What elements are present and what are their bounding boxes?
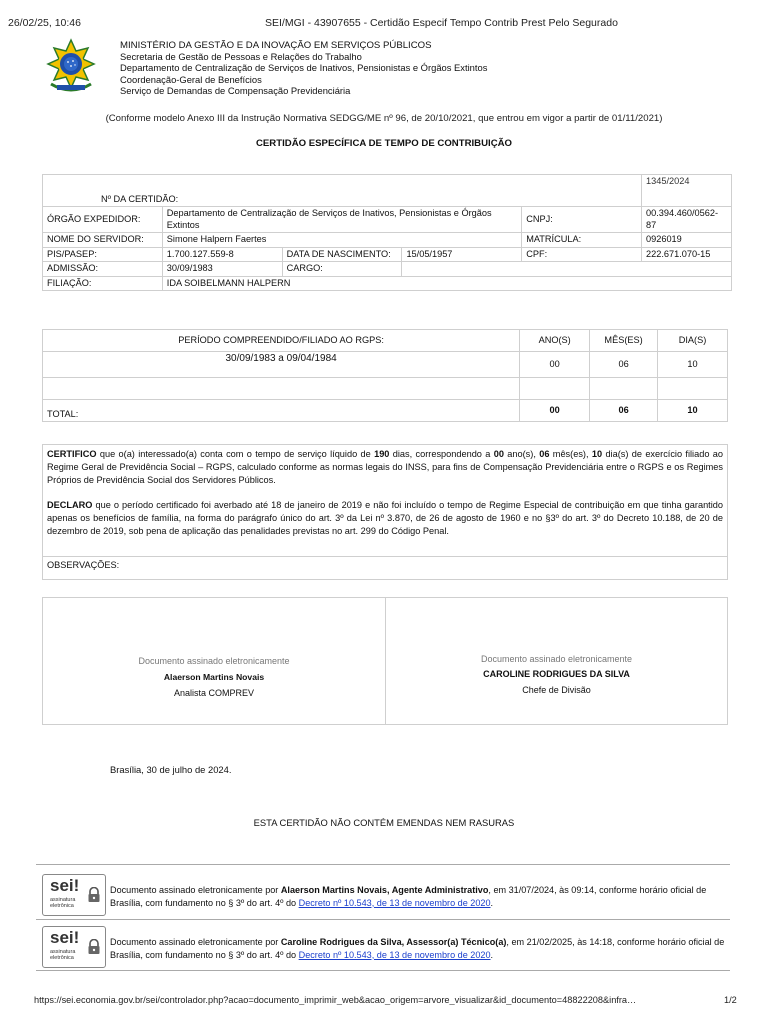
- table-row: [43, 378, 728, 400]
- certifico-keyword: CERTIFICO: [47, 449, 97, 459]
- sei-signature-seal: [42, 874, 106, 916]
- signer-role: Chefe de Divisão: [522, 685, 591, 695]
- esig-text: Documento assinado eletronicamente por: [110, 937, 281, 947]
- months-header: MÊS(ES): [590, 330, 658, 352]
- esig-signer: Caroline Rodrigues da Silva, Assessor(a) Técnico(a): [280, 937, 507, 947]
- total-months: 06: [590, 400, 658, 422]
- seal-sub: assinatura: [50, 897, 76, 903]
- certifico-text: que o(a) interessado(a) conta com o tempo de serviço líquido de: [96, 449, 375, 459]
- seal-sub: eletrônica: [50, 955, 74, 961]
- certification-statement-box: [42, 444, 728, 580]
- print-page-number: 1/2: [724, 995, 737, 1005]
- table-row: [43, 352, 728, 378]
- ministry-line: MINISTÉRIO DA GESTÃO E DA INOVAÇÃO EM SERVIÇOS PÚBLICOS: [120, 40, 432, 51]
- certifico-text: mês(es),: [549, 449, 592, 459]
- print-url: https://sei.economia.gov.br/sei/controlador.php?acao=documento_imprimir_web&acao_origem=arvore_visualizar&id_documento=48822208&infra…: [34, 995, 637, 1005]
- certifico-text: dia(s) de exercício filiado ao Regime Geral de Previdência Social – RGPS, calculado conforme as normas legais do INSS, para fins de Compensação Previdenciária entre o RGPS e os Regimes Próprios de Previdência Social dos Servidores Públicos.: [47, 449, 723, 485]
- signature-block: [42, 597, 728, 725]
- signature-label: Documento assinado eletronicamente: [138, 656, 290, 666]
- years-header: ANO(S): [520, 330, 590, 352]
- ministry-line: Serviço de Demandas de Compensação Previdenciária: [120, 84, 351, 96]
- seal-sub: eletrônica: [50, 903, 74, 909]
- sei-logo: sei!: [50, 876, 80, 895]
- cnpj-value: 00.394.460/0562-87: [642, 207, 732, 233]
- esig-text: .: [490, 897, 494, 908]
- print-page-title: SEI/MGI - 43907655 - Certidão Especif Tempo Contrib Prest Pelo Segurado: [265, 17, 618, 29]
- signer-name: Alaerson Martins Novais: [163, 672, 265, 682]
- birth-date-label: DATA DE NASCIMENTO:: [282, 247, 402, 262]
- e-signature-text-1: [110, 884, 728, 909]
- esig-signer: Alaerson Martins Novais, Agente Administrativo: [280, 885, 489, 895]
- print-datetime: 26/02/25, 10:46: [8, 17, 81, 29]
- cargo-value: [402, 262, 732, 277]
- decree-link[interactable]: Decreto nº 10.543, de 13 de novembro de 2020: [298, 897, 491, 908]
- cnpj-label: CNPJ:: [522, 207, 642, 233]
- period-cell: [43, 378, 520, 400]
- filiacao-label: FILIAÇÃO:: [43, 276, 163, 291]
- cert-number-label: Nº DA CERTIDÃO:: [43, 175, 642, 207]
- admissao-label: ADMISSÃO:: [43, 262, 163, 277]
- nome-label: NOME DO SERVIDOR:: [43, 233, 163, 248]
- ministry-line: Coordenação-Geral de Benefícios: [120, 73, 262, 85]
- filiacao-value: IDA SOIBELMANN HALPERN: [162, 276, 731, 291]
- days-cell: [658, 378, 728, 400]
- net-days-value: 190: [374, 449, 390, 459]
- certifico-text: ano(s),: [503, 449, 540, 459]
- signature-2: [386, 598, 727, 724]
- period-header: PERÍODO COMPREENDIDO/FILIADO AO RGPS:: [43, 330, 520, 352]
- regulation-note: (Conforme modelo Anexo III da Instrução Normativa SEDGG/ME nº 96, de 20/10/2021, que entrou em vigor a partir de 01/11/2021): [105, 113, 663, 124]
- ministry-line: Secretaria de Gestão de Pessoas e Relações do Trabalho: [120, 51, 362, 63]
- years-cell: [520, 378, 590, 400]
- period-table: [42, 329, 728, 422]
- ministry-line: Departamento de Centralização de Serviços de Inativos, Pensionistas e Órgãos Extintos: [120, 62, 488, 74]
- cpf-label: CPF:: [522, 247, 642, 262]
- orgao-label: ÓRGÃO EXPEDIDOR:: [43, 207, 163, 233]
- cpf-value: 222.671.070-15: [642, 247, 732, 262]
- matricula-label: MATRÍCULA:: [522, 233, 642, 248]
- esig-text: , em 31/07/2024, às 09:14, conforme horário oficial de Brasília, com fundamento no § 3º do art. 4º do: [110, 885, 707, 908]
- orgao-value: Departamento de Centralização de Serviços de Inativos, Pensionistas e Órgãos Extintos: [162, 207, 521, 233]
- signature-1: [43, 598, 385, 724]
- certifico-text: dias, correspondendo a: [389, 449, 494, 459]
- cert-number-value: 1345/2024: [642, 175, 732, 207]
- signer-role: Analista COMPREV: [173, 688, 255, 698]
- place-date: Brasília, 30 de julho de 2024.: [110, 764, 232, 775]
- days-cell: 10: [658, 352, 728, 378]
- lock-icon: [87, 887, 101, 903]
- total-row: [43, 400, 728, 422]
- years-value: 00: [493, 449, 504, 459]
- e-signature-text-2: [110, 936, 728, 961]
- certificate-info-table: [42, 174, 732, 291]
- brazil-coat-of-arms-icon: [45, 38, 97, 96]
- signer-name: CAROLINE RODRIGUES DA SILVA: [483, 669, 630, 679]
- declaro-paragraph: [43, 489, 727, 556]
- seal-sub: assinatura: [50, 949, 76, 955]
- admissao-value: 30/09/1983: [162, 262, 282, 277]
- matricula-value: 0926019: [642, 233, 732, 248]
- decree-link[interactable]: Decreto nº 10.543, de 13 de novembro de 2020: [298, 949, 491, 960]
- nome-value: Simone Halpern Faertes: [162, 233, 521, 248]
- no-amendments-statement: ESTA CERTIDÃO NÃO CONTÉM EMENDAS NEM RASURAS: [253, 817, 515, 828]
- months-cell: 06: [590, 352, 658, 378]
- days-value: 10: [591, 449, 603, 459]
- esig-text: Documento assinado eletronicamente por: [110, 885, 281, 895]
- sei-logo: sei!: [50, 928, 80, 947]
- cargo-label: CARGO:: [282, 262, 402, 277]
- total-years: 00: [520, 400, 590, 422]
- period-cell: 30/09/1983 a 09/04/1984: [43, 352, 520, 378]
- esig-text: , em 21/02/2025, às 14:18, conforme horário oficial de Brasília, com fundamento no § 3º do art. 4º do: [110, 937, 725, 960]
- months-cell: [590, 378, 658, 400]
- birth-date-value: 15/05/1957: [402, 247, 522, 262]
- sei-signature-seal: [42, 926, 106, 968]
- ministry-header: [120, 40, 487, 96]
- pis-value: 1.700.127.559-8: [162, 247, 282, 262]
- pis-label: PIS/PASEP:: [43, 247, 163, 262]
- months-value: 06: [539, 449, 550, 459]
- declaro-text: que o período certificado foi averbado até 18 de janeiro de 2019 e não foi incluído o tempo de Regime Especial de contribuição em que tinha garantido apenas os benefícios de família, na forma do parágrafo único do art. 3º da Lei nº 3.870, de 26 de agosto de 1960 e no §3º do art. 3º do Decreto 10.188, de 20 de dezembro de 2019, sob pena de aplicação das penalidades previstas no art. 299 do Código Penal.: [47, 500, 723, 536]
- signature-label: Documento assinado eletronicamente: [480, 654, 633, 664]
- esig-text: .: [490, 949, 494, 960]
- observations-label: OBSERVAÇÕES:: [43, 556, 727, 579]
- total-days: 10: [658, 400, 728, 422]
- declaro-keyword: DECLARO: [47, 500, 93, 510]
- total-label: TOTAL:: [43, 400, 520, 422]
- certifico-paragraph: [43, 445, 727, 489]
- lock-icon: [87, 939, 101, 955]
- days-header: DIA(S): [658, 330, 728, 352]
- document-title: CERTIDÃO ESPECÍFICA DE TEMPO DE CONTRIBUIÇÃO: [255, 138, 513, 149]
- years-cell: 00: [520, 352, 590, 378]
